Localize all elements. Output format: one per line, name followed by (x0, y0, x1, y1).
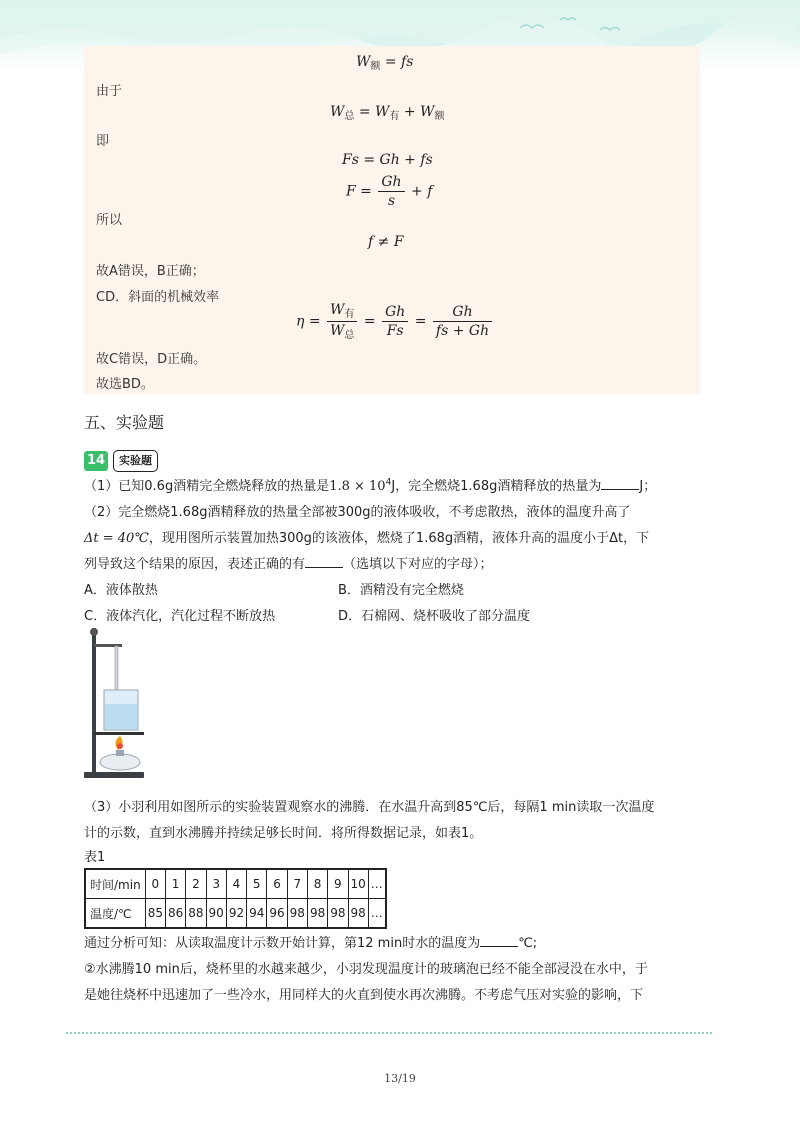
table-cell: … (368, 869, 386, 899)
text-therefore: 所以 (96, 213, 123, 228)
table-cell: 96 (267, 899, 287, 929)
table-cell: 86 (165, 899, 185, 929)
text-ab-conclusion: 故A错误，B正确； (96, 264, 205, 279)
question-part-2-line-3: 列导致这个结果的原因，表述正确的有 （选填以下对应的字母）； (84, 557, 493, 572)
table-cell: 88 (186, 899, 206, 929)
table-cell: 98 (287, 899, 307, 929)
text-since: 由于 (96, 84, 123, 99)
table-cell: 98 (307, 899, 327, 929)
data-table (84, 868, 387, 929)
table-cell: 0 (145, 869, 165, 899)
question-part-2-line-1: （2）完全燃烧1.68g酒精释放的热量全部被300g的液体吸收，不考虑散热，液体的温度升高了 (84, 505, 631, 520)
table-cell: 5 (247, 869, 267, 899)
formula-total-work: $W_总 = W_有 + W_额$ (330, 104, 445, 122)
text-that-is: 即 (96, 134, 110, 149)
option-c: C．液体汽化，汽化过程不断放热 (84, 609, 276, 624)
question-part-2-line-2: Δt = 40℃，现用图所示装置加热300g的该液体，燃烧了1.68g酒精，液体升高的温度小于Δt，下 (84, 531, 650, 546)
table-cell: 9 (328, 869, 348, 899)
solution-panel (84, 46, 700, 394)
formula-F: F = $\frac{Gh}{s}$ + f (346, 174, 433, 209)
table-cell: 4 (226, 869, 246, 899)
question-part-3-line-1: （3）小羽利用如图所示的实验装置观察水的沸腾．在水温升高到85℃后，每隔1 min读取一次温度 (84, 800, 655, 815)
table-cell: 2 (186, 869, 206, 899)
table-cell: 3 (206, 869, 226, 899)
text-answer: 故选BD。 (96, 377, 154, 392)
table-cell: 1 (165, 869, 185, 899)
answer-blank-1[interactable] (601, 477, 639, 490)
footer-divider (66, 1032, 712, 1034)
table-cell: 7 (287, 869, 307, 899)
table-cell: 98 (348, 899, 368, 929)
question-part-3-line-2: 计的示数，直到水沸腾并持续足够长时间．将所得数据记录，如表1。 (84, 826, 483, 841)
table-cell: 92 (226, 899, 246, 929)
table-cell: 10 (348, 869, 368, 899)
answer-blank-2[interactable] (305, 555, 343, 568)
table-cell: 90 (206, 899, 226, 929)
table-row-time (85, 869, 386, 899)
table-cell: 94 (247, 899, 267, 929)
page-number: 13/19 (384, 1072, 416, 1085)
text-cd-conclusion: 故C错误，D正确。 (96, 352, 207, 367)
option-a: A．液体散热 (84, 583, 158, 598)
text-cd-intro: CD．斜面的机械效率 (96, 290, 220, 305)
formula-efficiency: η = $\frac{W_有}{W_总}$ = $\frac{Gh}{Fs}$ = $\frac{Gh}{fs + Gh}$ (296, 302, 494, 341)
table-cell: … (368, 899, 386, 929)
question-part-4-line-1: ②水沸腾10 min后，烧杯里的水越来越少，小羽发现温度计的玻璃泡已经不能全部浸没在水中，于 (84, 962, 648, 977)
table-cell: 8 (307, 869, 327, 899)
option-b: B．酒精没有完全燃烧 (338, 583, 464, 598)
question-part-1: （1）已知0.6g酒精完全燃烧释放的热量是$1.8 \times 10^4J$，完全燃烧1.68g酒精释放的热量为 J； (84, 477, 657, 494)
formula-fs: Fs = Gh + fs (342, 152, 433, 168)
analysis-line: 通过分析可知：从读取温度计示数开始计算，第12 min时水的温度为 ℃; (84, 936, 538, 951)
answer-blank-3[interactable] (480, 934, 518, 947)
table-caption: 表1 (84, 850, 106, 865)
formula-extra-work: $W_额$ = fs (356, 54, 414, 72)
formula-f-neq-F: f ≠ F (368, 234, 404, 250)
section-title: 五、实验题 (84, 413, 165, 432)
option-d: D．石棉网、烧杯吸收了部分温度 (338, 609, 531, 624)
table-cell: 98 (328, 899, 348, 929)
table-cell: 85 (145, 899, 165, 929)
table-row-label: 温度/℃ (85, 899, 145, 929)
table-cell: 6 (267, 869, 287, 899)
question-type-tag: 实验题 (113, 450, 158, 472)
question-part-4-line-2: 是她往烧杯中迅速加了一些冷水，用同样大的火直到使水再次沸腾。不考虑气压对实验的影响，下 (84, 988, 644, 1003)
table-row-temperature (85, 899, 386, 929)
table-row-label: 时间/min (85, 869, 145, 899)
heating-apparatus-illustration (82, 622, 152, 782)
question-number-badge: 14 (84, 451, 108, 471)
